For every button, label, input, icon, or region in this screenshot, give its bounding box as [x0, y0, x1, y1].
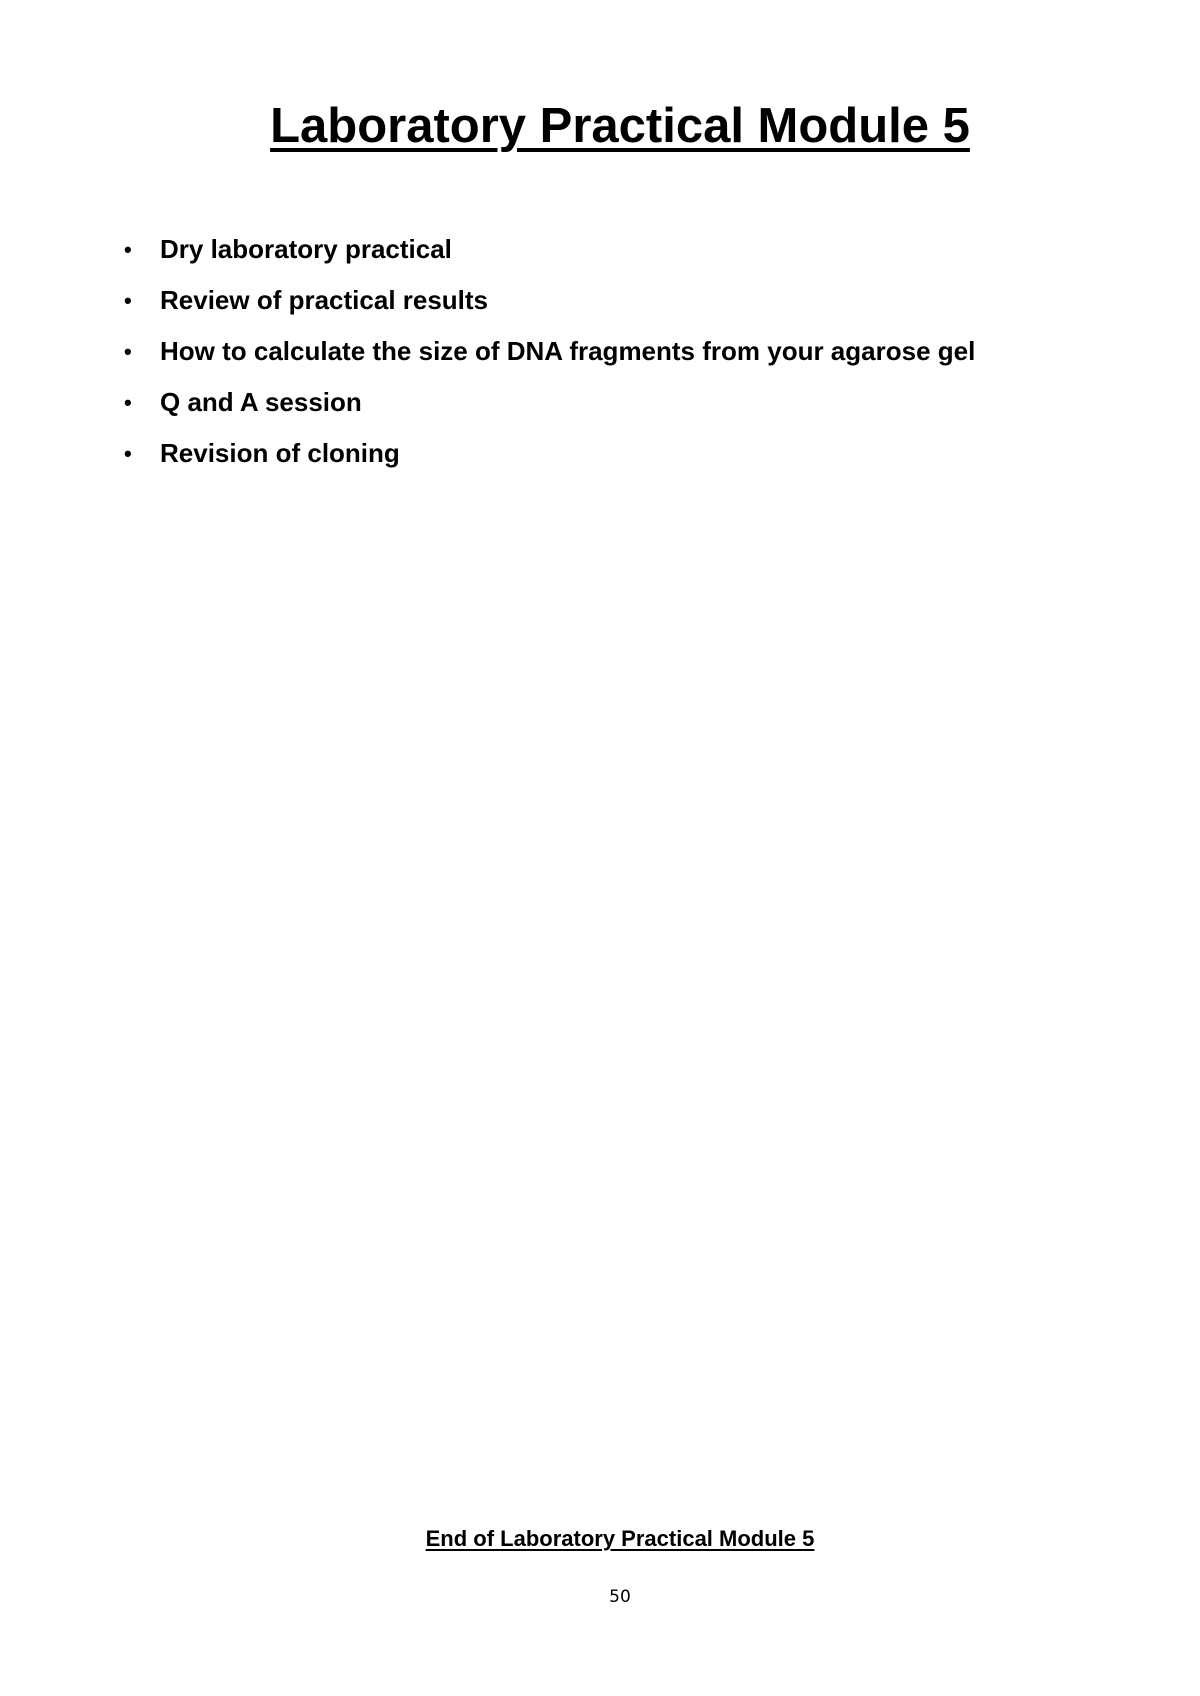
list-item [124, 377, 975, 428]
bullet-text: Q and A session [160, 387, 362, 417]
end-note: End of Laboratory Practical Module 5 [425, 1526, 815, 1551]
list-item [124, 326, 975, 377]
bullet-icon: • [124, 389, 132, 415]
bullet-icon: • [124, 440, 132, 466]
page-title: Laboratory Practical Module 5 [270, 99, 970, 153]
bullet-icon: • [124, 287, 132, 313]
list-item [124, 275, 975, 326]
bullet-icon: • [124, 338, 132, 364]
bullet-list [124, 224, 975, 479]
bullet-text: Dry laboratory practical [160, 234, 452, 264]
bullet-text: Revision of cloning [160, 438, 400, 468]
bullet-text: How to calculate the size of DNA fragments from your agarose gel [160, 336, 976, 366]
page-number: 50 [609, 1587, 631, 1607]
bullet-text: Review of practical results [160, 285, 489, 315]
list-item [124, 224, 975, 275]
list-item [124, 428, 975, 479]
bullet-icon: • [124, 236, 132, 262]
